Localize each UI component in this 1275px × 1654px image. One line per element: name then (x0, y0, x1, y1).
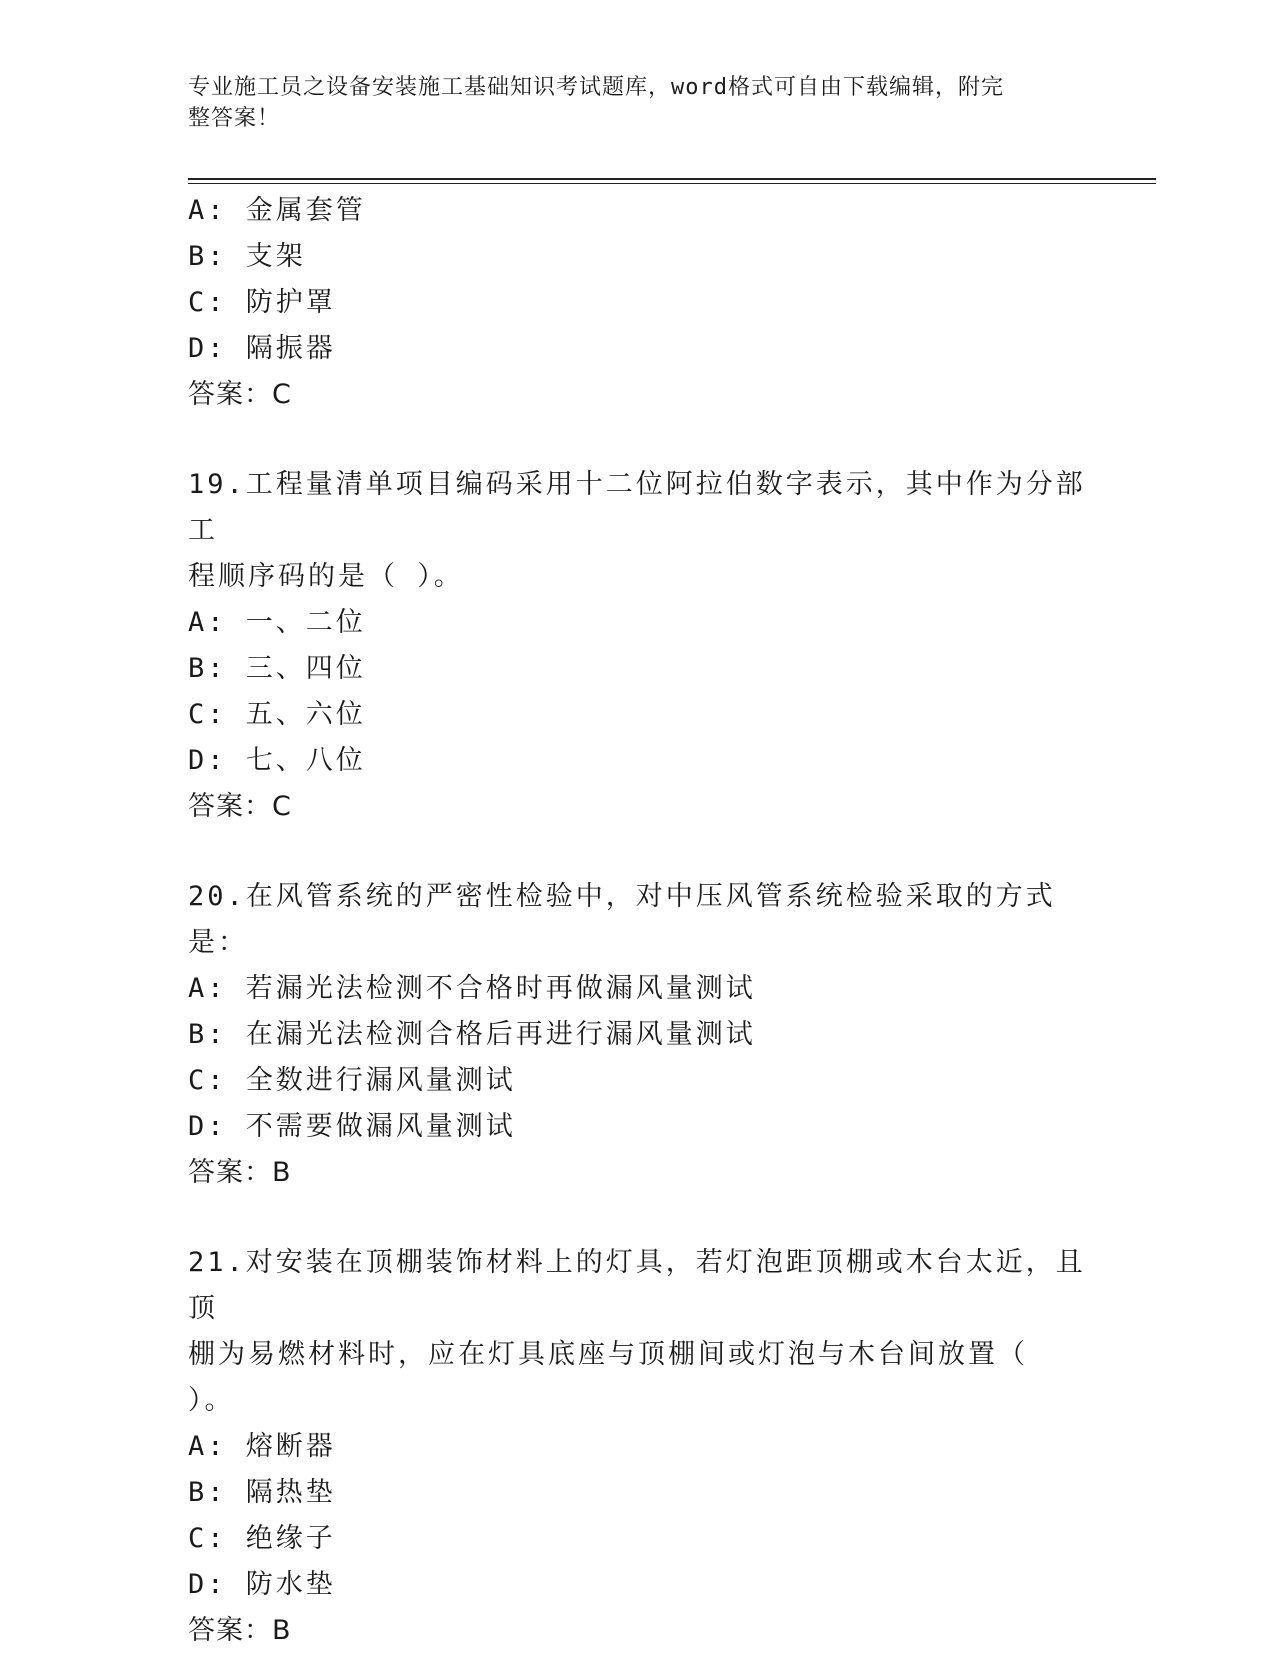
option-a: A: 熔断器 (188, 1431, 336, 1462)
option-d: D: 防水垫 (188, 1569, 336, 1600)
document-header (188, 72, 1088, 134)
option-a: A: 若漏光法检测不合格时再做漏风量测试 (188, 973, 756, 1004)
option-b: B: 支架 (188, 241, 306, 272)
question-stem-line-1: 19.工程量清单项目编码采用十二位阿拉伯数字表示，其中作为分部工 (188, 469, 1086, 546)
question-stem-line-1: 20.在风管系统的严密性检验中，对中压风管系统检验采取的方式是： (188, 881, 1056, 958)
question-19 (188, 462, 1088, 830)
option-a: A: 金属套管 (188, 195, 366, 226)
header-line-1: 专业施工员之设备安装施工基础知识考试题库，word格式可自由下载编辑，附完 (188, 75, 1004, 100)
option-d: D: 不需要做漏风量测试 (188, 1111, 516, 1142)
question-20 (188, 874, 1088, 1196)
option-c: C: 全数进行漏风量测试 (188, 1065, 516, 1096)
option-d: D: 七、八位 (188, 745, 366, 776)
question-21 (188, 1240, 1088, 1654)
answer-line: 答案：C (188, 791, 292, 822)
option-c: C: 五、六位 (188, 699, 366, 730)
header-divider (188, 178, 1156, 180)
answer-line: 答案：B (188, 1157, 292, 1188)
question-stem-line-2: 程顺序码的是（ ）。 (188, 561, 464, 592)
question-18-continued (188, 188, 1088, 418)
question-stem-line-1: 21.对安装在顶棚装饰材料上的灯具，若灯泡距顶棚或木台太近，且顶 (188, 1247, 1086, 1324)
option-c: C: 绝缘子 (188, 1523, 336, 1554)
question-stem-line-2: 棚为易燃材料时，应在灯具底座与顶棚间或灯泡与木台间放置（ ）。 (188, 1339, 1028, 1416)
option-b: B: 隔热垫 (188, 1477, 336, 1508)
option-d: D: 隔振器 (188, 333, 336, 364)
option-b: B: 三、四位 (188, 653, 366, 684)
option-b: B: 在漏光法检测合格后再进行漏风量测试 (188, 1019, 756, 1050)
answer-line: 答案：C (188, 379, 292, 410)
header-line-2: 整答案！ (188, 106, 281, 131)
option-a: A: 一、二位 (188, 607, 366, 638)
option-c: C: 防护罩 (188, 287, 336, 318)
question-list (188, 188, 1088, 1654)
answer-line: 答案：B (188, 1615, 292, 1646)
header-divider-thin (188, 183, 1156, 184)
